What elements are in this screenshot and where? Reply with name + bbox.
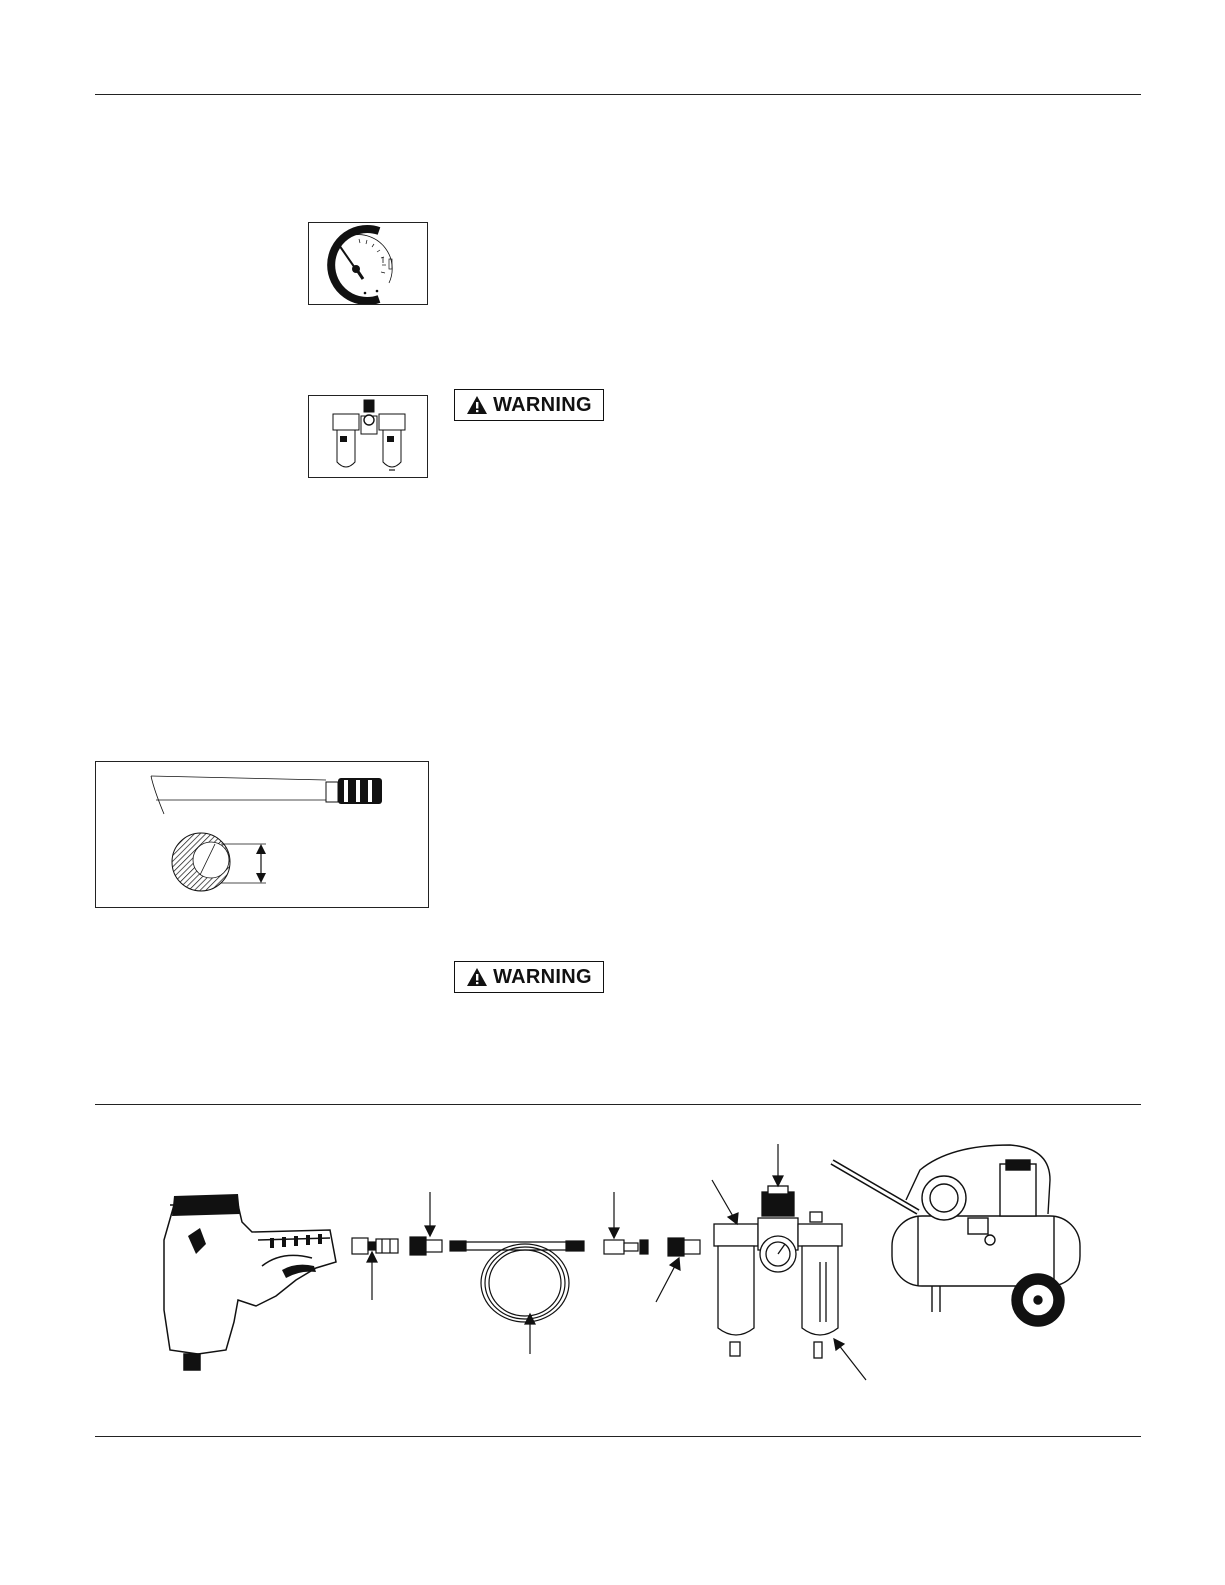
air-compressor-icon xyxy=(832,1145,1080,1326)
warning-label-text-bottom: WARNING xyxy=(493,965,592,988)
impact-wrench-icon xyxy=(164,1196,336,1370)
quick-coupler-icon xyxy=(410,1237,442,1255)
bottom-rule xyxy=(95,1436,1141,1437)
frl-figure xyxy=(308,395,428,478)
warning-label-bottom xyxy=(454,961,604,993)
top-rule xyxy=(95,94,1141,95)
air-plug-fitting-icon xyxy=(668,1238,700,1256)
hose-figure xyxy=(95,761,429,908)
pressure-gauge-icon xyxy=(309,223,427,304)
air-system-diagram xyxy=(150,1135,1100,1395)
section-divider xyxy=(95,1104,1141,1105)
air-hose-inner-diameter-icon xyxy=(96,762,428,907)
warning-label-text-top: WARNING xyxy=(493,393,592,416)
filter-regulator-lubricator-icon xyxy=(714,1186,842,1358)
air-hose-coil-icon xyxy=(450,1241,584,1322)
air-plug-fitting-icon xyxy=(352,1238,398,1254)
warning-triangle-icon xyxy=(466,967,488,987)
warning-label-top xyxy=(454,389,604,421)
filter-regulator-lubricator-icon xyxy=(309,396,427,477)
quick-coupler-icon xyxy=(604,1240,648,1254)
warning-triangle-icon xyxy=(466,395,488,415)
gauge-figure xyxy=(308,222,428,305)
